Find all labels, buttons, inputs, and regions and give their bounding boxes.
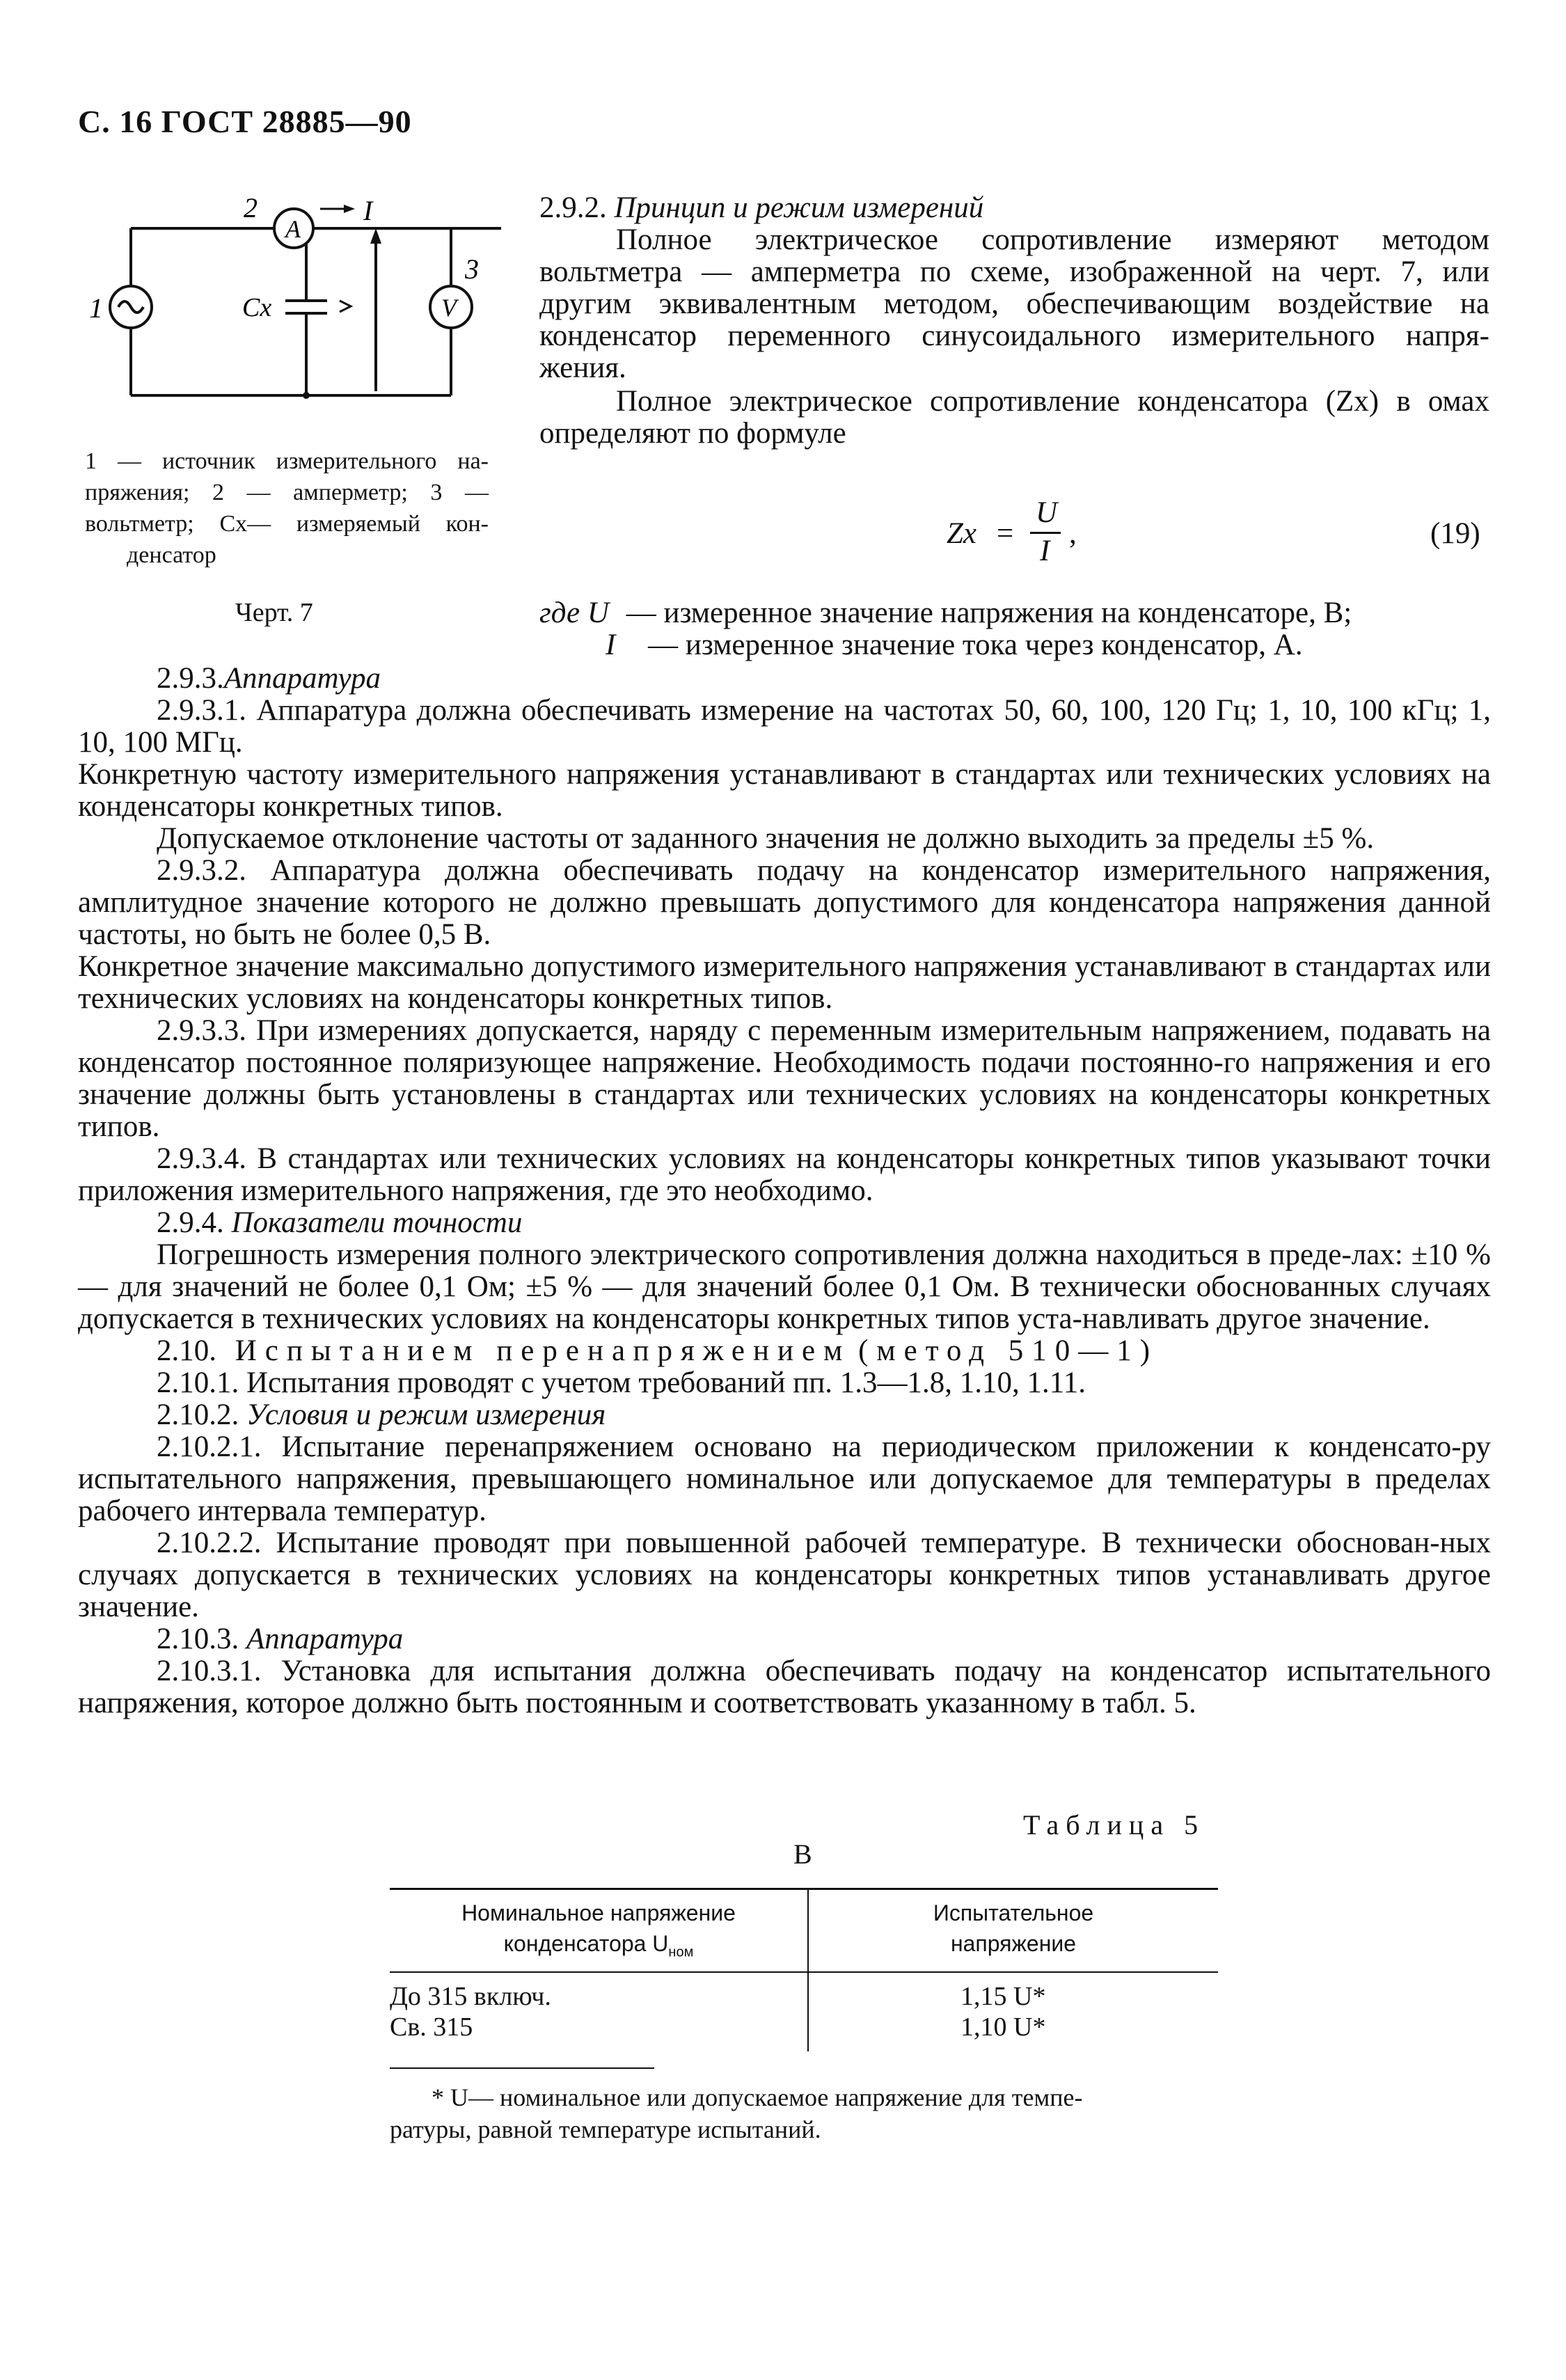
formula-lhs: Zx [947, 517, 976, 550]
table-row [390, 2012, 473, 2042]
where-text: — измеренное значение напряжения на конденсаторе, В; [626, 597, 1352, 629]
circuit-diagram [70, 188, 501, 425]
header-subscript: ном [668, 1944, 694, 1960]
caption-line: 1 — источник измерительного на- [85, 448, 489, 474]
table-cell: Св. 315 [390, 2012, 473, 2042]
table-unit: В [793, 1838, 812, 1870]
paragraph: 2.9.3.2. Аппаратура должна обеспечивать подачу на конденсатор измерительного напряжения, амплитудное значение которого не должно превышать допустимого для конденсатора напряжения данной частоты, но быть не более 0,5 В. [78, 854, 1491, 951]
formula-number: (19) [1430, 517, 1480, 550]
label-current: I [363, 195, 373, 226]
caption-line: пряжения; 2 — амперметр; 3 — [85, 480, 489, 505]
section-2-9-2-heading [539, 192, 983, 224]
heading-2-10-3 [78, 1623, 1491, 1655]
formula-den: I [1040, 535, 1050, 567]
where-symbol: I [606, 629, 616, 661]
footnote-rule [390, 2067, 654, 2069]
paragraph: Погрешность измерения полного электрического сопротивления должна находиться в преде-лах: ±10 % — для значений не более 0,1 Ом; ±5 % — для значений более 0,1 Ом. В технически обоснованных случаях допускается в технических условиях на конденсаторы конкретных типов уста-навливать другое значение. [78, 1238, 1491, 1335]
table-row [390, 1981, 551, 2012]
section-method: (метод 510—1) [858, 1334, 1159, 1367]
paragraph: Допускаемое отклонение частоты от заданного значения не должно выходить за пределы ±5 %. [157, 822, 1375, 855]
page-header: С. 16 ГОСТ 28885—90 [78, 104, 412, 139]
table-header-col2 [809, 1898, 1218, 1959]
header-text: конденсатора U [503, 1931, 669, 1956]
paragraph: 2.10.1. Испытания проводят с учетом требований пп. 1.3—1.8, 1.10, 1.11. [157, 1366, 1086, 1399]
text-line: жения. [539, 352, 626, 384]
section-title: Условия и режим измерения [246, 1398, 606, 1431]
heading-2-9-4 [78, 1207, 1491, 1239]
label-1: 1 [89, 292, 103, 324]
paragraph: 2.9.3.4. В стандартах или технических условиях на конденсаторы конкретных типов указывают точки приложения измерительного напряжения, где это необходимо. [78, 1142, 1491, 1207]
section-title: Аппаратура [223, 662, 381, 695]
label-3: 3 [465, 253, 479, 285]
text-line: вольтметра — амперметра по схеме, изображенной на черт. 7, или [539, 255, 1489, 288]
section-number: 2.10. [157, 1334, 216, 1367]
text-line: другим эквивалентным методом, обеспечивающим воздействие на [539, 287, 1489, 320]
table-cell-value: 1,15 U* [960, 1982, 1046, 2011]
paragraph: Конкретную частоту измерительного напряжения устанавливают в стандартах или технических условиях на конденсаторы конкретных типов. [78, 758, 1491, 823]
where-text: — измеренное значение тока через конденсатор, А. [648, 629, 1303, 661]
section-number: 2.9.3. [157, 662, 224, 695]
table-top-rule [390, 1888, 1218, 1890]
footnote-line: ратуры, равной температуре испытаний. [390, 2115, 821, 2143]
figure-title: Черт. 7 [235, 598, 313, 627]
header-line [390, 1928, 807, 1967]
section-number: 2.10.3. [157, 1623, 239, 1655]
paragraph: 2.10.3.1. Установка для испытания должна обеспечивать подачу на конденсатор испытательного напряжения, которое должно быть постоянным и соответствовать указанному в табл. 5. [78, 1655, 1491, 1719]
heading-2-9-3 [78, 663, 1491, 695]
header-line: Номинальное напряжение [461, 1900, 736, 1925]
table-cell-value: 1,10 U* [960, 2012, 1046, 2042]
section-title: Аппаратура [246, 1623, 404, 1655]
caption-line: денсатор [127, 542, 216, 568]
main-body [78, 663, 1491, 1719]
header-line: Испытательное [933, 1900, 1094, 1925]
paragraph: 2.9.3.1. Аппаратура должна обеспечивать измерение на частотах 50, 60, 100, 120 Гц; 1, 10, 100 кГц; 1, 10, 100 МГц. [78, 694, 1491, 759]
section-number: 2.9.2. [539, 191, 607, 224]
label-cx: Cx [242, 293, 272, 322]
source-icon [110, 286, 152, 328]
figure-caption [85, 446, 489, 571]
section-number: 2.9.4. [157, 1206, 224, 1239]
paragraph: 2.10.2.1. Испытание перенапряжением основано на периодическом приложении к конденсато-ру испытательного напряжения, превышающего номинальное или допускаемое для температуры в пределах рабочего интервала температур. [78, 1431, 1491, 1527]
table-cell: До 315 включ. [390, 1982, 551, 2011]
ammeter-label: A [285, 215, 301, 243]
formula-comma: , [1069, 517, 1077, 550]
heading-2-10 [78, 1335, 1491, 1367]
where-symbol: где U [539, 597, 609, 629]
arrow-right-icon [344, 205, 355, 213]
table-title: Таблица 5 [1023, 1809, 1205, 1841]
label-2: 2 [244, 192, 258, 223]
formula-num: U [1036, 496, 1058, 529]
footnote-line: * U— номинальное или допускаемое напряжение для темпе- [432, 2083, 1083, 2111]
paragraph: Конкретное значение максимально допустимого измерительного напряжения устанавливают в стандартах или технических условиях на конденсаторы конкретных типов. [78, 950, 1491, 1015]
section-title: Показатели точности [231, 1206, 523, 1239]
header-line: напряжение [950, 1931, 1077, 1956]
formula-eq: = [997, 517, 1014, 550]
section-title: Принцип и режим измерений [614, 191, 984, 224]
caption-line: вольтметр; Cx— измеряемый кон- [85, 511, 489, 537]
voltmeter-label: V [441, 294, 457, 322]
text-line: конденсатор переменного синусоидального измерительного напря- [539, 320, 1489, 352]
where-line-u [539, 597, 1352, 629]
section-title: Испытанием перенапряжением [235, 1334, 851, 1367]
text-line: определяют по формуле [539, 417, 846, 450]
paragraph: 2.9.3.3. При измерениях допускается, наряду с переменным измерительным напряжением, подавать на конденсатор постоянное поляризующее напряжение. Необходимость подачи постоянно-го напряжения и его значение должны быть установлены в стандартах или технических условиях на конденсаторы конкретных типов. [78, 1014, 1491, 1143]
where-line-i [606, 629, 1303, 661]
text-line: Полное электрическое сопротивление измеряют методом [616, 223, 1489, 256]
section-2-9-2-body [539, 224, 1489, 450]
table-footnote [390, 2081, 1218, 2145]
table-header-col1 [390, 1898, 807, 1967]
section-number: 2.10.2. [157, 1398, 239, 1431]
table-header-rule [390, 1971, 1218, 1973]
text-line: Полное электрическое сопротивление конденсатора (Zx) в омах [616, 385, 1489, 418]
paragraph: 2.10.2.2. Испытание проводят при повышенной рабочей температуре. В технически обоснован-ных случаях допускается в технических условиях на конденсаторы конкретных типов устанавливать другое значение. [78, 1527, 1491, 1623]
arrow-up-icon [370, 228, 381, 244]
heading-2-10-2 [78, 1399, 1491, 1431]
